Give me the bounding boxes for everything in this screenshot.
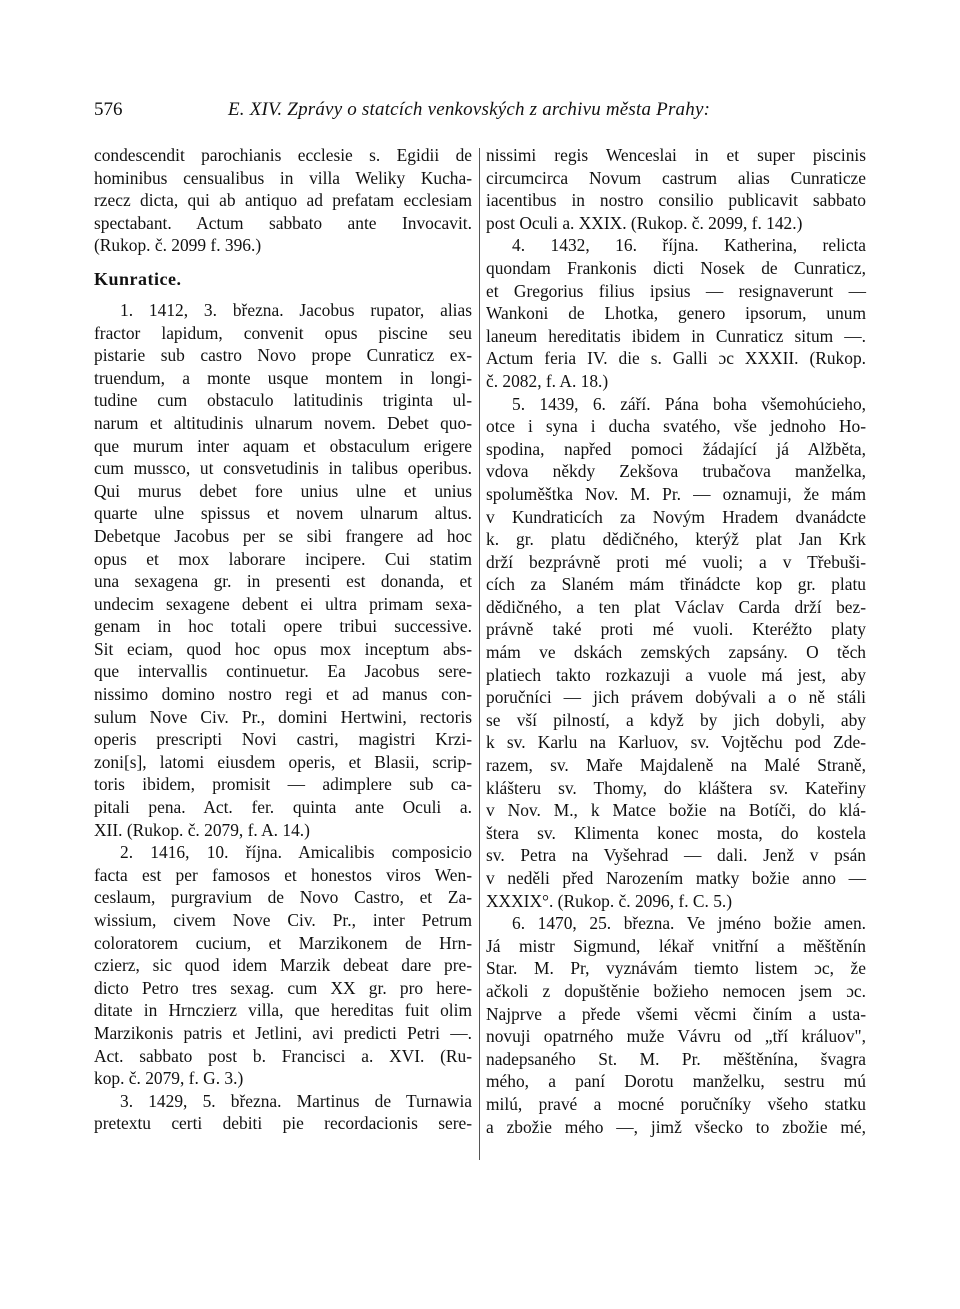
text-line: Star. M. Pr, vyznávám tiemto listem ɔc, že xyxy=(486,958,866,979)
text-line: Actum feria IV. die s. Galli ɔc XXXII. (Rukop. xyxy=(486,348,866,369)
text-line: č. 2082, f. A. 18.) xyxy=(486,370,609,391)
text-line: XII. (Rukop. č. 2079, f. A. 14.) xyxy=(94,819,310,840)
text-line: Marzikonis patris et Jetlini, avi predicti Petri —. xyxy=(94,1022,472,1043)
text-line: mám ve dskách zemských zapsány. O těch xyxy=(486,642,866,663)
text-line: que intervallis continuetur. Ea Jacobus sere- xyxy=(94,661,472,682)
text-line: rzecz dicta, qui ab antiquo ad prefatam ecclesiam xyxy=(94,190,472,211)
text-line: 2. 1416, 10. října. Amicalibis composicio xyxy=(120,842,472,863)
text-line: czierz, sic quod idem Marzik debeat dare pre- xyxy=(94,955,472,976)
text-line: a zbožie mého —, jimž všecko to zbožie mé, xyxy=(486,1116,866,1137)
text-line: pitali pena. Act. fer. quinta ante Oculi a. xyxy=(94,797,472,818)
text-line: k sv. Karlu na Karluov, sv. Vojtěchu pod Zde- xyxy=(486,732,866,753)
text-line: circumcirca Novum castrum alias Cunraticze xyxy=(486,167,866,188)
text-line: ditate in Hrnczierz villa, que hereditas fuit olim xyxy=(94,1000,472,1021)
text-line: vdova někdy Zekšova trubačova manželka, xyxy=(486,461,866,482)
text-line: 6. 1470, 25. března. Ve jméno božie amen. xyxy=(512,913,866,934)
text-line: genam in hoc totali opere tribui successive. xyxy=(94,616,472,637)
page-number: 576 xyxy=(94,99,123,120)
text-line: condescendit parochianis ecclesie s. Egidii de xyxy=(94,145,472,165)
text-line: dědičného, a ten plat Václav Carda drží bez- xyxy=(486,596,866,617)
text-line: coloratorem cucium, et Marzikonem de Hrn- xyxy=(94,932,472,953)
text-line: Já mistr Sigmund, lékař vnitřní a měštěnín xyxy=(486,935,866,956)
text-line: undecim sexagene debent ei ultra primam sexa- xyxy=(94,593,472,614)
text-line: narum et altitudinis ulnarum novem. Debet quo- xyxy=(94,412,472,433)
text-line: pistarie sub castro Novo prope Cunraticz ex- xyxy=(94,345,472,366)
text-line: se vší pilností, a když by jich dobyli, aby xyxy=(486,709,866,730)
text-line: otce i syna i ducha svatého, vše jednoho Ho- xyxy=(486,416,866,437)
text-line: cum mussco, ut consvetudinis in talibus operibus. xyxy=(94,458,472,479)
text-line: wissium, civem Nove Civ. Pr., inter Petrum xyxy=(94,910,472,930)
page-header xyxy=(94,98,874,122)
text-line: kop. č. 2079, f. G. 3.) xyxy=(94,1068,244,1089)
text-line: opus et mox laborare incipere. Cui statim xyxy=(94,548,472,569)
text-line: platiech takto rozkazuji a vuole má jest, aby xyxy=(486,664,866,685)
left-body-text xyxy=(94,299,472,1135)
text-line: Act. sabbato post b. Francisci a. XVI. (Ru- xyxy=(94,1045,472,1066)
right-body-text xyxy=(486,144,866,1138)
text-line: poručníci — jich právem dobývali a o ně stáli xyxy=(486,687,866,708)
text-line: iacentibus in nostro consilio publicavit sabbato xyxy=(486,190,866,211)
text-line: k. gr. platu dědičného, kterýž plat Jan Krk xyxy=(486,529,866,550)
text-line: pretextu certi debiti pie recordacionis sere- xyxy=(94,1113,472,1134)
text-line: novuji opatrného muže Vávru od „tří králuov", xyxy=(486,1026,866,1047)
text-line: 4. 1432, 16. října. Katherina, relicta xyxy=(512,235,866,256)
text-line: zoni[s], latomi eiusdem operis, et Blasii, scrip- xyxy=(94,751,472,772)
text-line: sulum Nove Civ. Pr., domini Hertwini, rectoris xyxy=(94,706,472,727)
text-line: ceslaum, purgravium de Novo Castro, et Za- xyxy=(94,887,472,908)
text-line: una sexagena gr. in presenti est donanda, et xyxy=(94,571,472,592)
text-line: facta est per famosos et honestos viros Wen- xyxy=(94,864,472,885)
text-line: právně také proti mé vuoli. Kteréžto platy xyxy=(486,619,866,640)
text-line: mého, a paní Dorotu manželku, sestru mú xyxy=(486,1071,866,1092)
text-line: post Oculi a. XXIX. (Rukop. č. 2099, f. 142.) xyxy=(486,212,803,233)
text-line: operis prescripti Novi castri, magistri Krzi- xyxy=(94,729,472,750)
text-line: ačkoli z dopuštěnie božieho nemocen jsem ɔc. xyxy=(486,980,866,1001)
text-line: 3. 1429, 5. března. Martinus de Turnawia xyxy=(120,1090,472,1111)
text-line: quarte ulne spissus et novem ulnarum altus. xyxy=(94,503,472,524)
text-line: Debetque Jacobus per se sibi frangere ad hoc xyxy=(94,525,472,546)
text-line: fractor lapidum, convenit opus piscine seu xyxy=(94,322,472,343)
text-line: v Nov. M., k Matce božie na Botíči, do klá- xyxy=(486,800,866,821)
text-line: drží bezprávně proti mé vuoli; a v Třebuši- xyxy=(486,551,866,572)
text-line: nissimo domino nostro regi et ad manus con- xyxy=(94,684,472,705)
text-line: cích za Slaném mám třinádcte kop gr. platu xyxy=(486,574,866,595)
text-line: 1. 1412, 3. března. Jacobus rupator, alias xyxy=(120,299,472,320)
text-line: Najprve a přede všemi věcmi činím a usta- xyxy=(486,1003,866,1024)
text-line: spectabant. Actum sabbato ante Invocavit. xyxy=(94,212,472,233)
text-line: hominibus censualibus in villa Weliky Kucha- xyxy=(94,167,472,188)
column-divider xyxy=(479,148,480,1160)
text-line: milú, pravé a mocné poručníky všeho statku xyxy=(486,1093,866,1114)
text-line: spodina, napřed pomoci žádající já Alžběta, xyxy=(486,438,866,459)
text-line: razem, sv. Maře Majdaleně na Malé Straně, xyxy=(486,755,866,776)
text-line: laneum hereditatis ibidem in Cunraticz situm —. xyxy=(486,325,866,346)
running-title: E. XIV. Zprávy o statcích venkovských z archivu města Prahy: xyxy=(228,99,711,120)
text-line: nadepsaného St. M. Pr. měštěnína, švagra xyxy=(486,1048,866,1069)
text-line: nissimi regis Wenceslai in et super piscinis xyxy=(486,145,866,165)
text-line: toris ibidem, promisit — adimplere sub ca- xyxy=(94,774,472,795)
text-line: Qui murus debet fore unius ulne et unius xyxy=(94,480,472,501)
text-line: v neděli před Narozením matky božie anno — xyxy=(486,868,866,888)
text-line: que murum inter aquam et obstaculum erigere xyxy=(94,435,472,456)
text-line: (Rukop. č. 2099 f. 396.) xyxy=(94,235,262,256)
text-line: klášteru sv. Thomy, do kláštera sv. Kateřiny xyxy=(486,777,866,798)
text-line: truendum, a monte usque montem in longi- xyxy=(94,367,472,388)
text-line: 5. 1439, 6. září. Pána boha všemohúcieho, xyxy=(512,393,866,414)
text-line: tudine cum obstaculo latitudinis triginta ul- xyxy=(94,390,472,411)
right-column xyxy=(486,144,866,1138)
text-line: quondam Frankonis dicti Nosek de Cunraticz, xyxy=(486,257,866,278)
text-line: v Kundraticích za Novým Hradem dvanádcte xyxy=(486,506,866,527)
section-heading: Kunratice. xyxy=(94,268,182,289)
text-line: sv. Petra na Vyšehrad — dali. Jenž v psán xyxy=(486,845,866,866)
text-line: Sit eciam, quod hoc opus mox inceptum abs- xyxy=(94,638,472,659)
text-line: štera sv. Klimenta konec mosta, do kostela xyxy=(486,822,866,843)
text-line: Wankoni de Lhotka, genero ipsorum, unum xyxy=(486,303,866,324)
text-line: XXXIX°. (Rukop. č. 2096, f. C. 5.) xyxy=(486,890,733,911)
text-line: spoluměštka Nov. M. Pr. — oznamuji, že mám xyxy=(486,483,866,504)
left-column xyxy=(94,144,472,1135)
text-line: et Gregorius filius ipsius — resignaverunt — xyxy=(486,280,866,301)
text-line: dicto Petro tres sexag. cum XX gr. pro here- xyxy=(94,977,472,998)
left-intro-paragraph xyxy=(94,144,472,257)
